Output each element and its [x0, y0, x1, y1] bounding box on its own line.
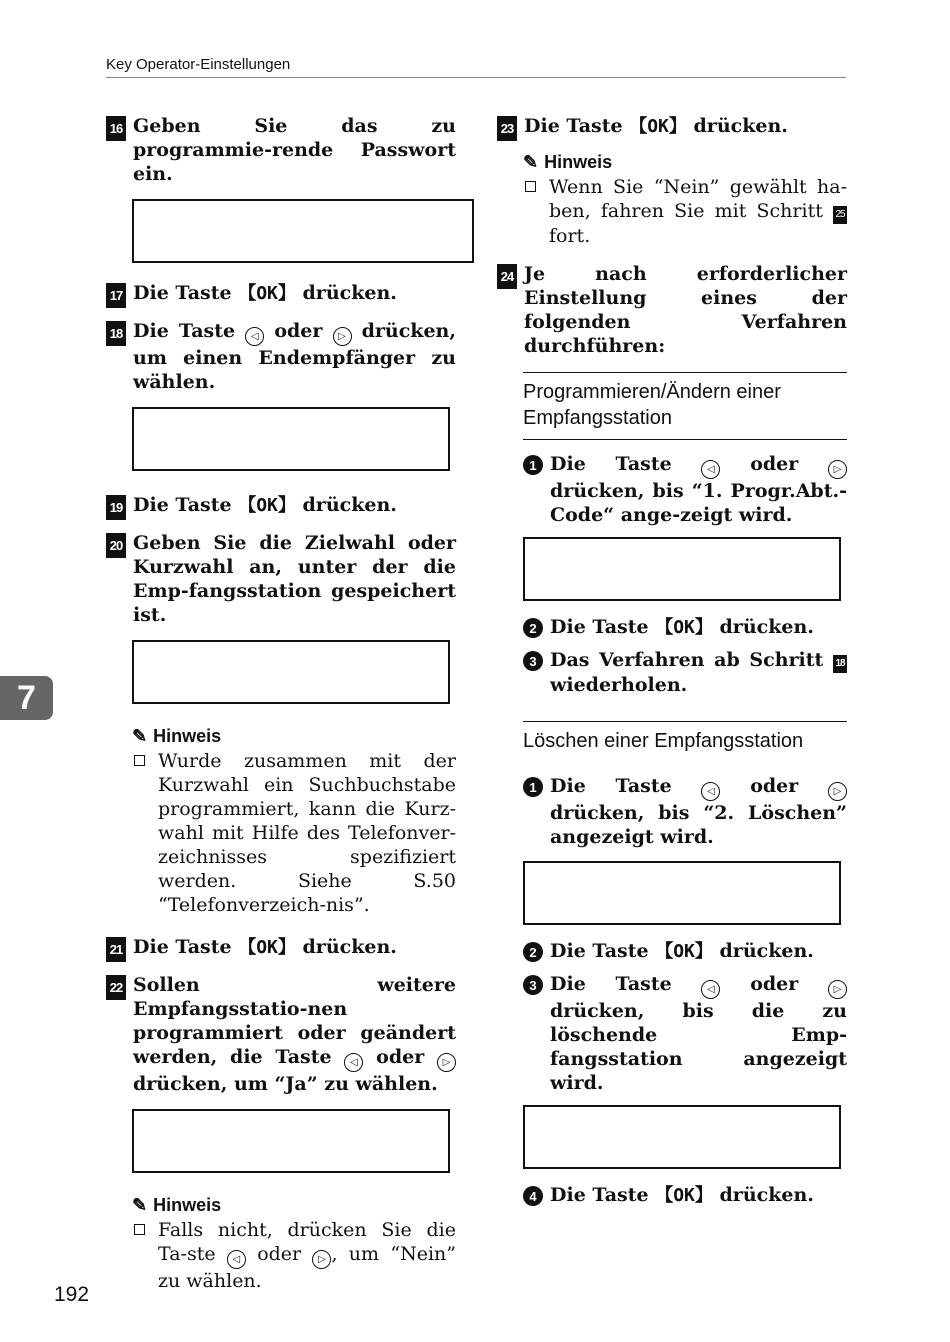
note-title: Hinweis [544, 152, 613, 172]
substep-3 [523, 648, 847, 697]
substep-text: oder [720, 453, 828, 475]
step-text: Die Taste [524, 115, 630, 137]
chapter-tab: 7 [0, 676, 53, 720]
ok-key-label: 【OK】 [238, 937, 296, 958]
section-title-delete: Löschen einer Empfangsstation [523, 721, 847, 762]
step-text: Die Taste [133, 320, 246, 342]
step-16 [106, 114, 456, 186]
lcd-line-1 [136, 261, 470, 263]
left-arrow-key-icon: ◁ [227, 1250, 246, 1269]
step-number: 19 [106, 495, 126, 520]
substep-number: 1 [523, 777, 543, 797]
step-text: Geben Sie die Zielwahl oder Kurzwahl an, unter der die Emp-fangsstation gespeichert ist. [133, 532, 456, 626]
right-column [497, 114, 847, 1216]
ok-key-label: 【OK】 [238, 495, 296, 516]
step-text: drücken, um einen Endempfänger zu wählen. [133, 320, 456, 393]
lcd-display-continue [132, 1109, 450, 1173]
step-number: 18 [106, 321, 126, 346]
left-arrow-key-icon: ◁ [701, 460, 720, 479]
right-arrow-key-icon: ▷ [828, 782, 847, 801]
step-text: drücken. [295, 936, 397, 958]
lcd-display-program-code [523, 537, 841, 601]
right-arrow-key-icon: ▷ [437, 1053, 456, 1072]
lcd-display-station-company [132, 640, 450, 704]
step-20 [106, 531, 456, 627]
procedure-sections [523, 372, 847, 1208]
step-24 [497, 262, 847, 358]
right-arrow-key-icon: ▷ [312, 1250, 331, 1269]
step-19 [106, 493, 456, 518]
step-number: 20 [106, 533, 126, 558]
step-23 [497, 114, 847, 139]
substep-number: 1 [523, 455, 543, 475]
substep-text: wiederholen. [550, 674, 688, 696]
note-text: fort. [549, 225, 591, 247]
substep-text: Die Taste [550, 940, 656, 962]
step-text: Geben Sie das zu programmie-rende Passwort ein. [133, 115, 456, 185]
note-title: Hinweis [153, 726, 222, 746]
running-header: Key Operator-Einstellungen [106, 56, 846, 78]
substep-number: 4 [523, 1186, 543, 1206]
substep-1 [523, 774, 847, 849]
substep-number: 3 [523, 651, 543, 671]
substep-number: 2 [523, 618, 543, 638]
step-text: Die Taste [133, 494, 239, 516]
note-pencil-icon: ✎ [132, 726, 148, 746]
substep-text: Die Taste [550, 775, 702, 797]
substep-text: Die Taste [550, 616, 656, 638]
step-21 [106, 935, 456, 960]
note-text: oder [245, 1243, 313, 1265]
page-number: 192 [54, 1283, 90, 1306]
substep-2 [523, 939, 847, 964]
substep-text: Die Taste [550, 973, 702, 995]
note-text: Wurde zusammen mit der Kurzwahl ein Suchbuchstabe programmiert, kann die Kurz-wahl mit Hilfe des Telefonver-zeichnisses spezifiziert werden. Siehe S.50 “Telefonverzeich-nis”. [158, 750, 456, 916]
note-block [132, 1195, 456, 1293]
substep-text: oder [720, 775, 828, 797]
left-arrow-key-icon: ◁ [701, 782, 720, 801]
left-column [106, 114, 456, 1293]
step-number: 23 [497, 116, 517, 141]
step-text: Sollen weitere Empfangsstatio-nen programmiert oder geändert werden, die Taste [133, 974, 456, 1068]
note-title: Hinweis [153, 1195, 222, 1215]
ok-key-label: 【OK】 [655, 617, 713, 638]
lcd-line-1 [136, 702, 446, 704]
right-arrow-key-icon: ▷ [828, 460, 847, 479]
right-arrow-key-icon: ▷ [828, 980, 847, 999]
substep-text: Die Taste [550, 1184, 656, 1206]
substep-number: 3 [523, 975, 543, 995]
step-number: 17 [106, 283, 126, 308]
step-text: drücken, um “Ja” zu wählen. [133, 1073, 438, 1095]
step-text: Je nach erforderlicher Einstellung eines der folgenden Verfahren durchführen: [524, 263, 847, 357]
substep-1 [523, 452, 847, 527]
step-22 [106, 973, 456, 1096]
left-arrow-key-icon: ◁ [245, 327, 264, 346]
substep-text: drücken, bis “1. Progr.Abt.-Code“ ange-zeigt wird. [550, 480, 847, 526]
step-text: oder [264, 320, 333, 342]
step-18 [106, 319, 456, 394]
ok-key-label: 【OK】 [655, 941, 713, 962]
substep-text: drücken. [712, 940, 814, 962]
checkbox-icon [134, 755, 145, 766]
lcd-line-1 [527, 1167, 837, 1169]
step-number: 16 [106, 116, 126, 141]
note-text: , um “Nein” zu wählen. [158, 1243, 456, 1292]
lcd-display-station [132, 407, 450, 471]
substep-text: drücken, bis die zu löschende Emp-fangsstation angezeigt wird. [550, 1000, 847, 1094]
step-reference: 18 [833, 655, 847, 673]
step-number: 22 [106, 975, 126, 1000]
ok-key-label: 【OK】 [655, 1185, 713, 1206]
lcd-display-password [132, 199, 474, 263]
note-text: Falls nicht, drücken Sie die Ta-ste [158, 1219, 456, 1265]
note-block [523, 152, 847, 248]
left-arrow-key-icon: ◁ [701, 980, 720, 999]
lcd-line-1 [527, 923, 837, 925]
right-arrow-key-icon: ▷ [333, 327, 352, 346]
lcd-display-delete [523, 861, 841, 925]
checkbox-icon [525, 181, 536, 192]
substep-2 [523, 615, 847, 640]
step-text: drücken. [686, 115, 788, 137]
lcd-line-1 [527, 599, 837, 601]
substep-text: Das Verfahren ab Schritt [550, 649, 833, 671]
note-text: Wenn Sie “Nein” gewählt ha-ben, fahren Sie mit Schritt [549, 176, 847, 222]
checkbox-icon [134, 1224, 145, 1235]
step-text: oder [363, 1046, 437, 1068]
substep-text: Die Taste [550, 453, 702, 475]
substep-number: 2 [523, 942, 543, 962]
section-title-program: Programmieren/Ändern einer Empfangsstation [523, 372, 847, 440]
substep-text: oder [720, 973, 828, 995]
lcd-display-delete-confirm [523, 1105, 841, 1169]
substep-3 [523, 972, 847, 1095]
step-17 [106, 281, 456, 306]
step-number: 24 [497, 264, 517, 289]
ok-key-label: 【OK】 [238, 283, 296, 304]
step-text: drücken. [295, 282, 397, 304]
note-block [132, 726, 456, 917]
step-reference: 25 [833, 206, 847, 224]
note-pencil-icon: ✎ [523, 152, 539, 172]
step-number: 21 [106, 937, 126, 962]
note-pencil-icon: ✎ [132, 1195, 148, 1215]
substep-4 [523, 1183, 847, 1208]
left-arrow-key-icon: ◁ [344, 1053, 363, 1072]
substep-text: drücken. [712, 616, 814, 638]
step-text: Die Taste [133, 936, 239, 958]
substep-text: drücken, bis “2. Löschen” angezeigt wird. [550, 802, 847, 848]
lcd-line-1 [136, 469, 446, 471]
lcd-line-1 [136, 1171, 446, 1173]
step-text: Die Taste [133, 282, 239, 304]
substep-text: drücken. [712, 1184, 814, 1206]
step-text: drücken. [295, 494, 397, 516]
ok-key-label: 【OK】 [629, 116, 687, 137]
